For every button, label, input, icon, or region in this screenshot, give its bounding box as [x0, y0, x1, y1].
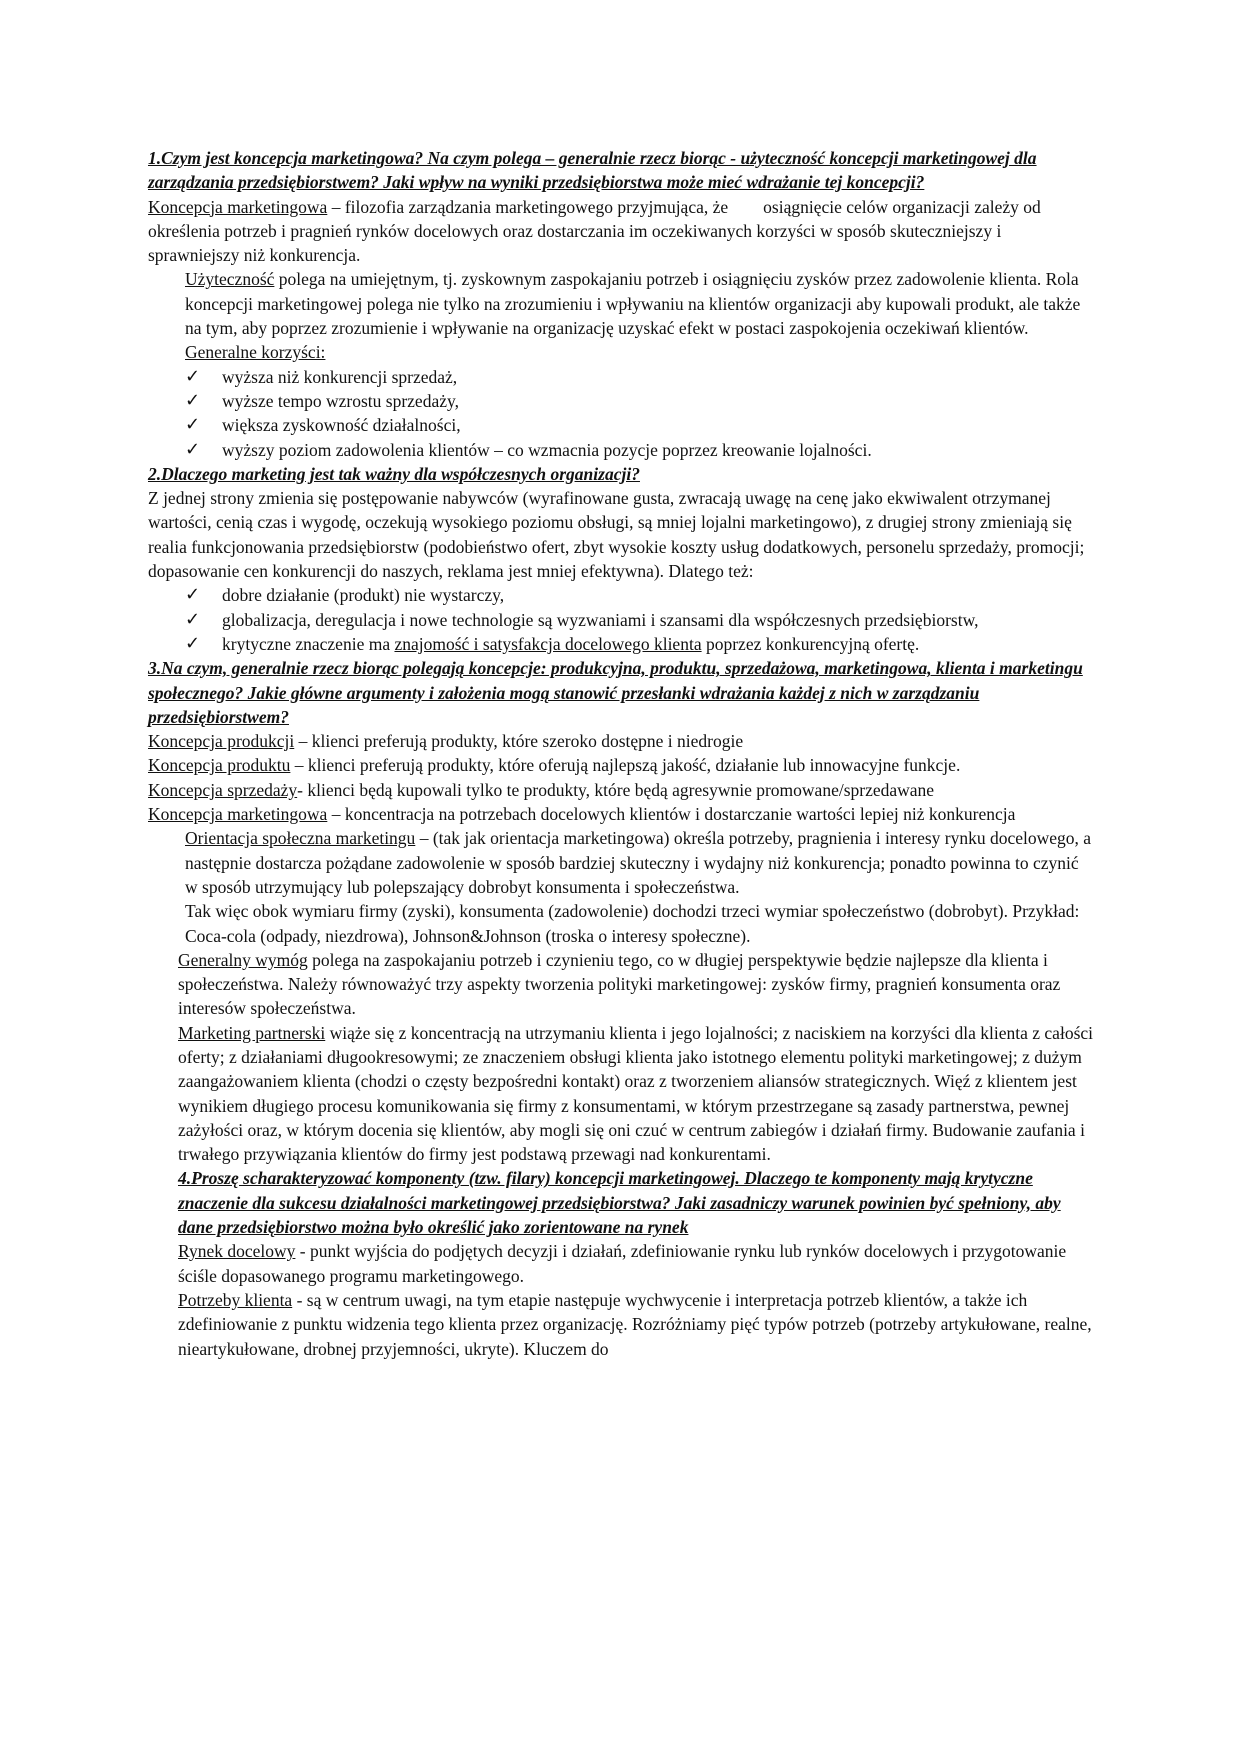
q4-target-market: Rynek docelowy - punkt wyjścia do podjętych decyzji i działań, zdefiniowanie rynku lub rynków docelowych i przygotowanie ściśle dopasowanego programu marketingowego. — [178, 1241, 1067, 1286]
q3-social-orientation-2: Tak więc obok wymiaru firmy (zyski), konsumenta (zadowolenie) dochodzi trzeci wymiar społeczeństwo (dobrobyt). Przykład: Coca-cola (odpady, niezdrowa), Johnson&Johnson (troska o interesy społeczne). — [185, 901, 1080, 946]
list-item: ✓ dobre działanie (produkt) nie wystarczy, — [185, 583, 1094, 607]
question-1-heading: 1.Czym jest koncepcja marketingowa? Na czym polega – generalnie rzecz biorąc - użyteczność koncepcji marketingowej dla zarządzania przedsiębiorstwem? Jaki wpływ na wyniki przedsiębiorstwa może mieć wdrażanie tej koncepcji? — [148, 148, 1037, 193]
list-item: ✓ globalizacja, deregulacja i nowe technologie są wyzwaniami i szansami dla współczesnych przedsiębiorstw, — [185, 608, 1094, 632]
list-item: ✓ wyższa niż konkurencji sprzedaż, — [185, 365, 1094, 389]
q1-definition — [148, 195, 1094, 268]
q3-partner-marketing: Marketing partnerski wiąże się z koncentracją na utrzymaniu klienta i jego lojalności; z naciskiem na korzyści dla klienta z całości oferty; z działaniami długookresowymi; ze znaczeniem obsługi klienta jako istotnego elementu polityki marketingowej; z dużym zaangażowaniem klienta (chodzi o częsty bezpośredni kontakt) oraz z tworzeniem aliansów strategicznych. Więź z klientem jest wynikiem długiego procesu komunikowania się firmy z konsumentami, w którym przestrzegane są zasady partnerstwa, pewnej zażyłości oraz, w którym docenia się klientów, aby mogli się oni czuć w centrum zabiegów i działań firmy. Budowanie zaufania i trwałego przywiązania klientów do firmy jest podstawą przewagi nad konkurentami. — [178, 1022, 1094, 1165]
q3-concept-production: Koncepcja produkcji – klienci preferują produkty, które szeroko dostępne i niedrogie — [148, 731, 744, 752]
q3-concept-marketing: Koncepcja marketingowa – koncentracja na potrzebach docelowych klientów i dostarczanie wartości lepiej niż konkurencja — [148, 804, 1016, 825]
list-item: ✓ wyższy poziom zadowolenia klientów – co wzmacnia pozycje poprzez kreowanie lojalności. — [185, 438, 1094, 462]
question-2-heading: 2.Dlaczego marketing jest tak ważny dla współczesnych organizacji? — [148, 463, 640, 484]
check-icon: ✓ — [185, 632, 201, 654]
document-page — [148, 146, 1094, 1746]
q1-utility — [148, 267, 1094, 340]
list-item: ✓ wyższe tempo wzrostu sprzedaży, — [185, 389, 1094, 413]
q4-customer-needs: Potrzeby klienta - są w centrum uwagi, na tym etapie następuje wychwycenie i interpretacja potrzeb klientów, a także ich zdefiniowanie z punktu widzenia tego klienta przez organizację. Rozróżniamy pięć typów potrzeb (potrzeby artykułowane, realne, nieartykułowane, drobnej przyjemności, ukryte). Kluczem do — [178, 1289, 1092, 1359]
question-4-heading: 4.Proszę scharakteryzować komponenty (tzw. filary) koncepcji marketingowej. Dlaczego te komponenty mają krytyczne znaczenie dla sukcesu działalności marketingowej przedsiębiorstwa? Jaki zasadniczy warunek powinien być spełniony, aby dane przedsiębiorstwo można było określić jako zorientowane na rynek — [178, 1168, 1061, 1238]
q2-text: Z jednej strony zmienia się postępowanie nabywców (wyrafinowane gusta, zwracają uwagę na cenę jako ekwiwalent otrzymanej wartości, cenią czas i wygodę, oczekują wysokiego poziomu obsługi, są mniej lojalni marketingowo), z drugiej strony zmieniają się realia funkcjonowania przedsiębiorstw (podobieństwo ofert, zbyt wysokie koszty usług dodatkowych, personelu sprzedaży, promocji; dopasowanie cen konkurencji do naszych, reklama jest mniej efektywna). Dlatego też: — [148, 488, 1085, 582]
q1-utility-term: Użyteczność — [185, 269, 275, 290]
q3-social-orientation: Orientacja społeczna marketingu – (tak jak orientacja marketingowa) określa potrzeby, pragnienia i interesy rynku docelowego, a następnie dostarcza pożądane zadowolenie w sposób bardziej skuteczny i wydajny niż konkurencja; ponadto powinna to czynić w sposób utrzymujący lub polepszający dobrobyt konsumenta i społeczeństwa. — [185, 828, 1092, 897]
q1-definition-text: – filozofia zarządzania marketingowego przyjmująca, że osiągnięcie celów organizacji zależy od określenia potrzeb i pragnień rynków docelowych oraz dostarczania im oczekiwanych korzyści w sposób skuteczniejszy i sprawniejszy niż konkurencja. — [148, 196, 1046, 266]
check-icon: ✓ — [185, 414, 201, 436]
q3-concept-product: Koncepcja produktu – klienci preferują produkty, które oferują najlepszą jakość, działanie lub innowacyjne funkcje. — [148, 755, 961, 776]
check-icon: ✓ — [185, 365, 201, 387]
q3-concept-sales: Koncepcja sprzedaży- klienci będą kupowali tylko te produkty, które będą agresywnie promowane/sprzedawane — [148, 779, 935, 800]
list-item: ✓ większa zyskowność działalności, — [185, 413, 1094, 437]
check-icon: ✓ — [185, 584, 201, 606]
q1-benefits-title: Generalne korzyści: — [185, 342, 326, 363]
question-3-heading: 3.Na czym, generalnie rzecz biorąc polegają koncepcje: produkcyjna, produktu, sprzedażowa, marketingowa, klienta i marketingu społecznego? Jakie główne argumenty i założenia mogą stanowić przesłanki wdrażania każdej z nich w zarządzaniu przedsiębiorstwem? — [148, 658, 1083, 727]
list-item: ✓ krytyczne znaczenie ma znajomość i satysfakcja docelowego klienta poprzez konkurencyjną ofertę. — [185, 632, 1094, 656]
q1-benefits-list — [148, 365, 1094, 462]
q1-utility-text: polega na umiejętnym, tj. zyskownym zaspokajaniu potrzeb i osiągnięciu zysków przez zadowolenie klienta. Rola koncepcji marketingowej polega nie tylko na zrozumieniu i wpływaniu na klientów organizacji aby kupowali produkt, ale także na tym, aby poprzez zrozumienie i wpływanie na organizację uzyskać efekt w postaci zaspokojenia oczekiwań klientów. — [185, 269, 1081, 339]
q2-list — [148, 583, 1094, 656]
check-icon: ✓ — [185, 438, 201, 460]
check-icon: ✓ — [185, 389, 201, 411]
q3-general-requirement: Generalny wymóg polega na zaspokajaniu potrzeb i czynieniu tego, co w długiej perspektywie będzie najlepsze dla klienta i społeczeństwa. Należy równoważyć trzy aspekty tworzenia polityki marketingowej: zysków firmy, pragnień konsumenta oraz interesów społeczeństwa. — [178, 949, 1061, 1019]
q1-definition-term: Koncepcja marketingowa — [148, 196, 328, 217]
check-icon: ✓ — [185, 608, 201, 630]
